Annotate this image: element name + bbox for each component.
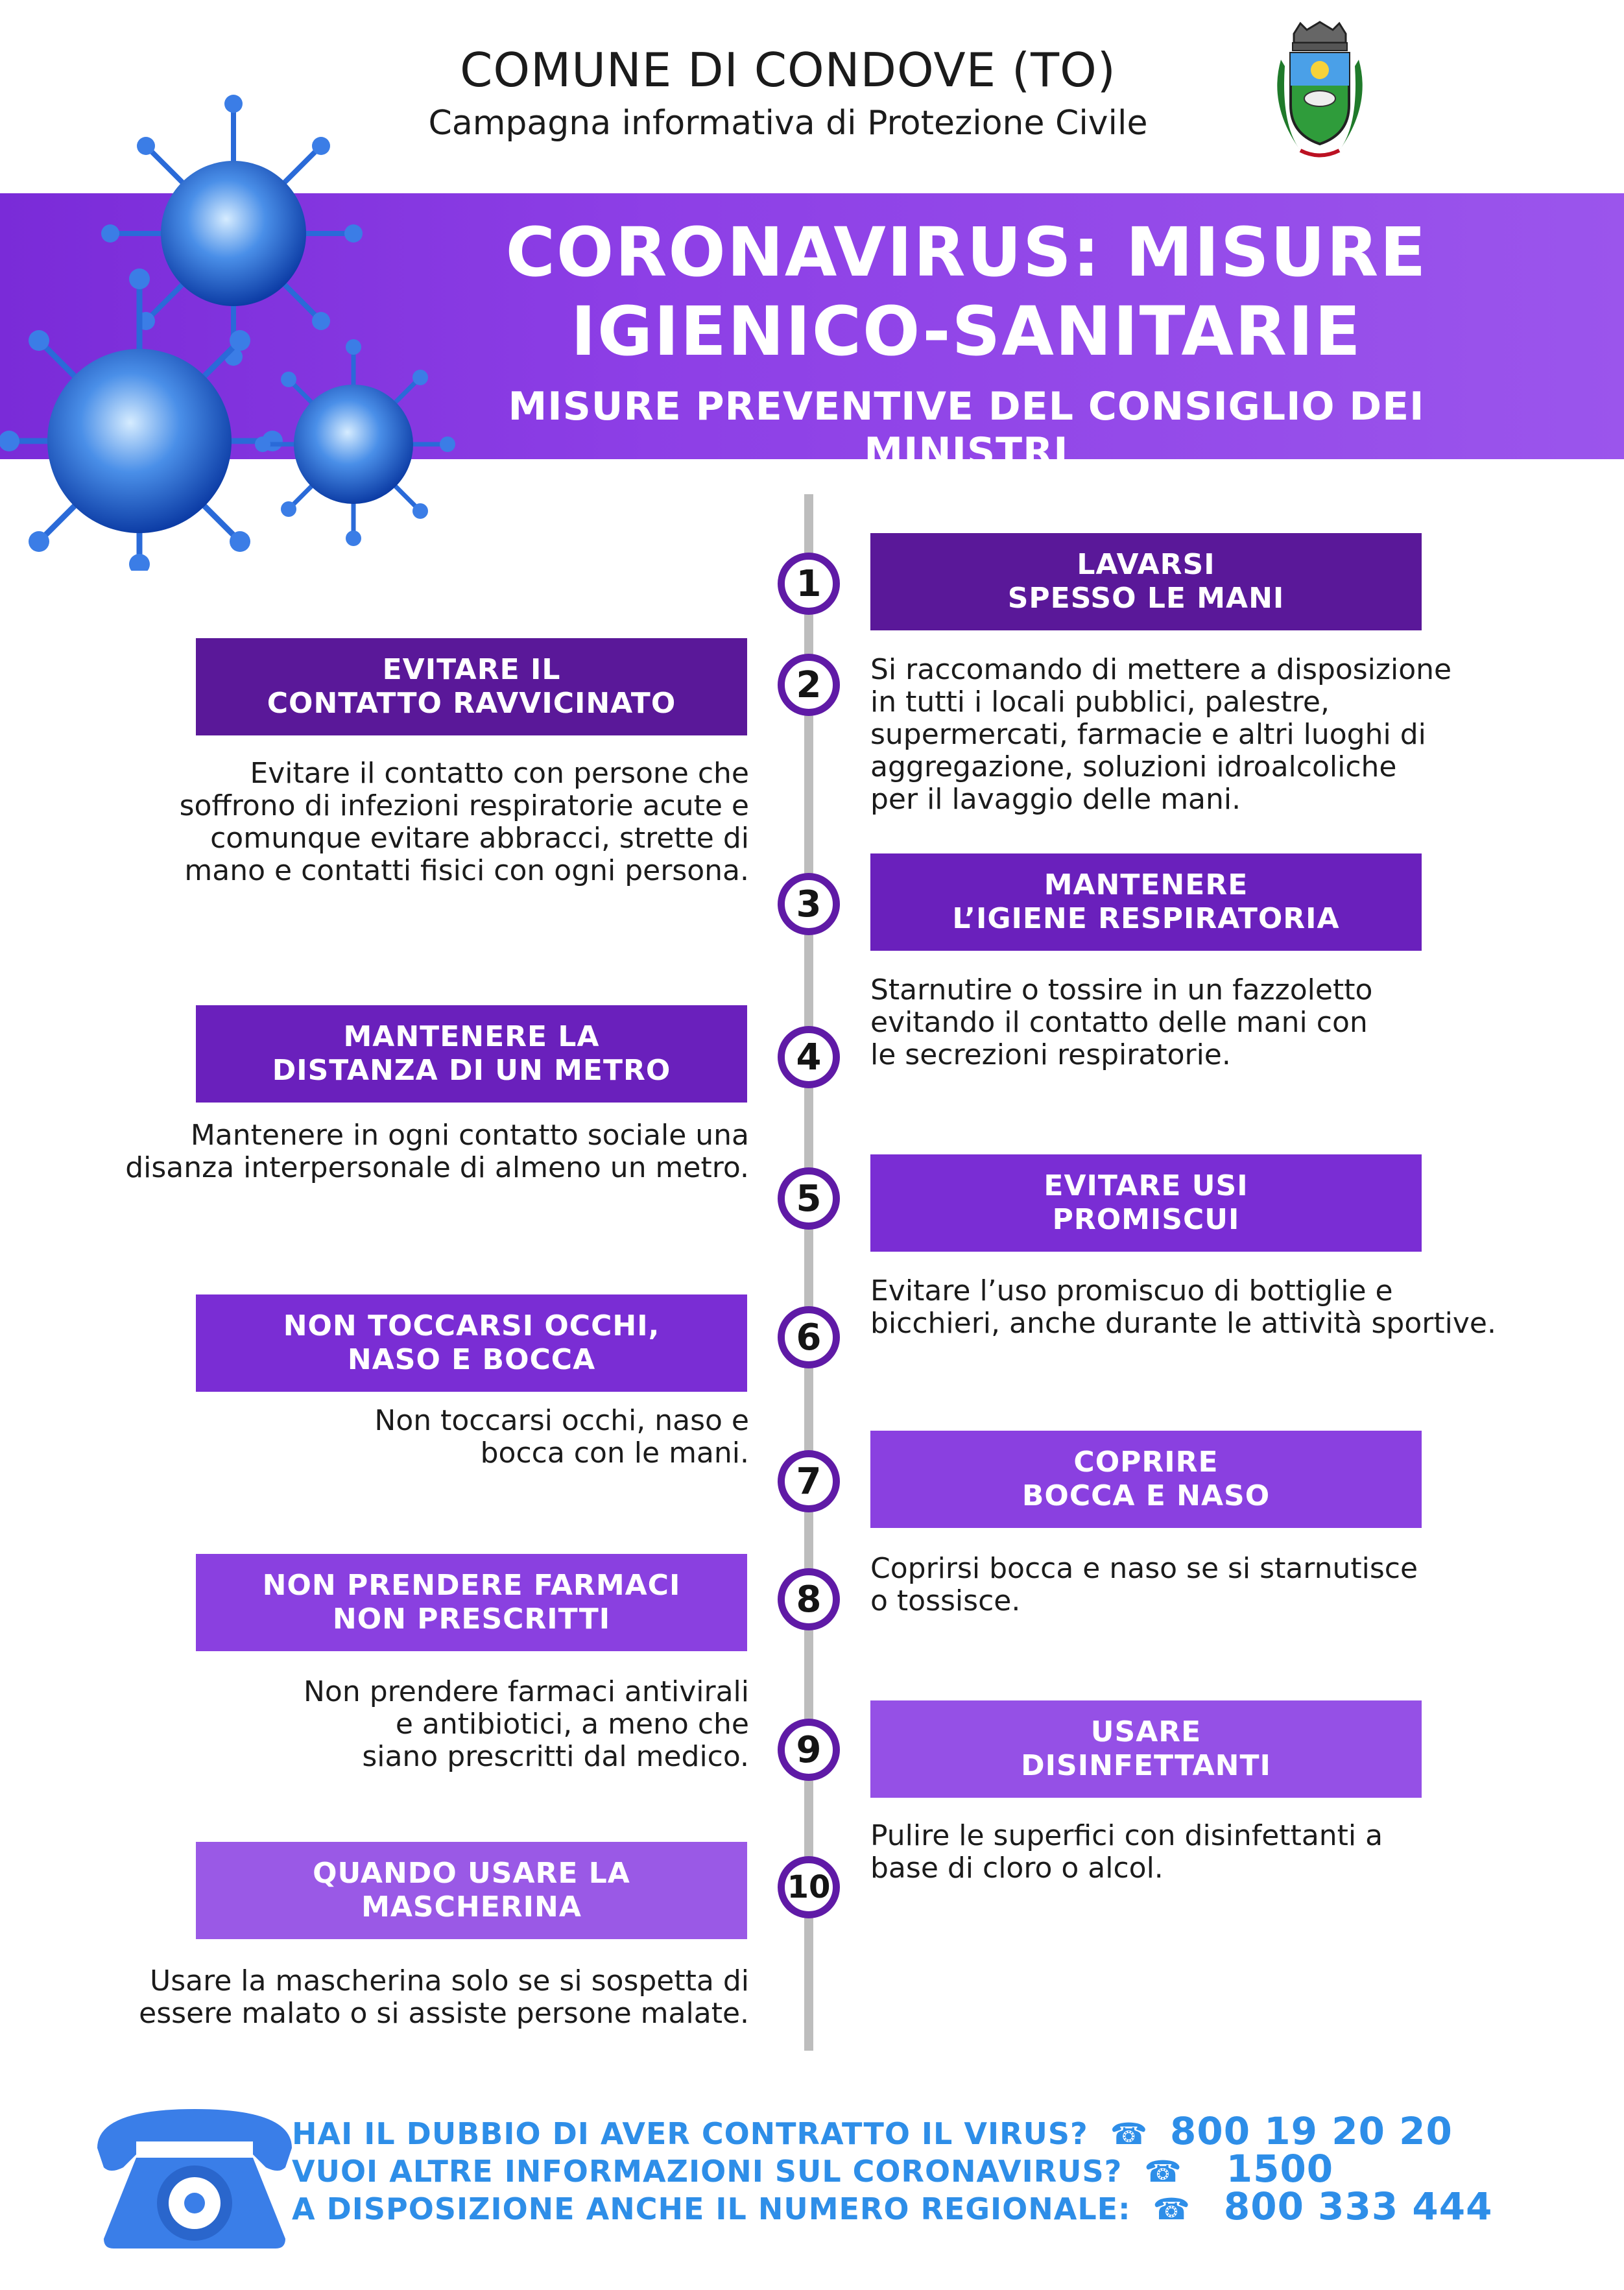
measure-text-5: Evitare l’uso promiscuo di bottiglie e bicchieri, anche durante le attività sportive. bbox=[870, 1274, 1496, 1340]
footer-question-2: VUOI ALTRE INFORMAZIONI SUL CORONAVIRUS? bbox=[292, 2154, 1123, 2189]
step-number-10: 10 bbox=[778, 1856, 840, 1918]
measure-title-7: COPRIRE BOCCA E NASO bbox=[870, 1431, 1422, 1528]
measure-text-1: Si raccomando di mettere a disposizione in tutti i locali pubblici, palestre, supermercati, farmacie e altri luoghi di aggregazione, soluzioni idroalcoliche per il lavaggio delle mani. bbox=[870, 653, 1452, 816]
hotline-number-3[interactable]: 800 333 444 bbox=[1223, 2184, 1493, 2228]
step-number-4: 4 bbox=[778, 1026, 840, 1088]
telephone-icon: ☎ bbox=[1141, 2191, 1213, 2226]
step-number-6: 6 bbox=[778, 1306, 840, 1368]
telephone-icon: ☎ bbox=[1133, 2154, 1215, 2189]
measure-text-9: Pulire le superfici con disinfettanti a base di cloro o alcol. bbox=[870, 1819, 1383, 1885]
measure-text-2: Evitare il contatto con persone che soffrono di infezioni respiratorie acute e comunque evitare abbracci, strette di mano e contatti fisici con ogni persona. bbox=[179, 757, 749, 887]
measure-text-6: Non toccarsi occhi, naso e bocca con le mani. bbox=[374, 1404, 749, 1470]
hotline-number-1[interactable]: 800 19 20 20 bbox=[1170, 2109, 1453, 2153]
step-number-9: 9 bbox=[778, 1719, 840, 1781]
measure-title-8: NON PRENDERE FARMACI NON PRESCRITTI bbox=[196, 1554, 747, 1651]
measure-text-8: Non prendere farmaci antivirali e antibiotici, a meno che siano prescritti dal medico. bbox=[304, 1675, 749, 1773]
step-number-8: 8 bbox=[778, 1568, 840, 1630]
campaign-subtitle: Campagna informativa di Protezione Civile bbox=[428, 104, 1148, 143]
step-number-1: 1 bbox=[778, 553, 840, 615]
timeline-line bbox=[804, 494, 813, 2051]
step-number-7: 7 bbox=[778, 1450, 840, 1512]
hotline-number-2[interactable]: 1500 bbox=[1226, 2147, 1334, 2191]
municipality-title: COMUNE DI CONDOVE (TO) bbox=[460, 43, 1116, 97]
measure-text-7: Coprirsi bocca e naso se si starnutisce o tossisce. bbox=[870, 1552, 1418, 1617]
measure-title-6: NON TOCCARSI OCCHI, NASO E BOCCA bbox=[196, 1294, 747, 1392]
banner-subtitle: MISURE PREVENTIVE DEL CONSIGLIO DEI MINISTRI bbox=[508, 384, 1425, 475]
measure-text-4: Mantenere in ogni contatto sociale una disanza interpersonale di almeno un metro. bbox=[125, 1119, 749, 1184]
main-title-line-2: IGIENICO-SANITARIE bbox=[571, 292, 1362, 371]
measure-title-10: QUANDO USARE LA MASCHERINA bbox=[196, 1842, 747, 1939]
main-title bbox=[402, 213, 1531, 371]
step-number-2: 2 bbox=[778, 654, 840, 716]
footer-line-3 bbox=[292, 2184, 1492, 2228]
measure-title-5: EVITARE USI PROMISCUI bbox=[870, 1154, 1422, 1252]
coat-of-arms-icon bbox=[1255, 21, 1385, 170]
measure-title-3: MANTENERE L’IGIENE RESPIRATORIA bbox=[870, 853, 1422, 951]
measure-title-9: USARE DISINFETTANTI bbox=[870, 1700, 1422, 1798]
measure-title-1: LAVARSI SPESSO LE MANI bbox=[870, 533, 1422, 630]
footer-question-1: HAI IL DUBBIO DI AVER CONTRATTO IL VIRUS? bbox=[292, 2116, 1088, 2151]
main-title-line-1: CORONAVIRUS: MISURE bbox=[505, 213, 1427, 292]
measure-text-3: Starnutire o tossire in un fazzoletto evitando il contatto delle mani con le secrezioni respiratorie. bbox=[870, 973, 1373, 1071]
telephone-illustration-icon bbox=[91, 2096, 298, 2252]
footer-question-3: A DISPOSIZIONE ANCHE IL NUMERO REGIONALE: bbox=[292, 2191, 1131, 2226]
telephone-icon: ☎ bbox=[1099, 2116, 1160, 2151]
step-number-5: 5 bbox=[778, 1167, 840, 1230]
step-number-3: 3 bbox=[778, 873, 840, 935]
measure-title-4: MANTENERE LA DISTANZA DI UN METRO bbox=[196, 1005, 747, 1103]
coronavirus-illustration-icon bbox=[0, 91, 467, 571]
measure-text-10: Usare la mascherina solo se si sospetta di essere malato o si assiste persone malate. bbox=[139, 1964, 749, 2030]
measure-title-2: EVITARE IL CONTATTO RAVVICINATO bbox=[196, 638, 747, 735]
